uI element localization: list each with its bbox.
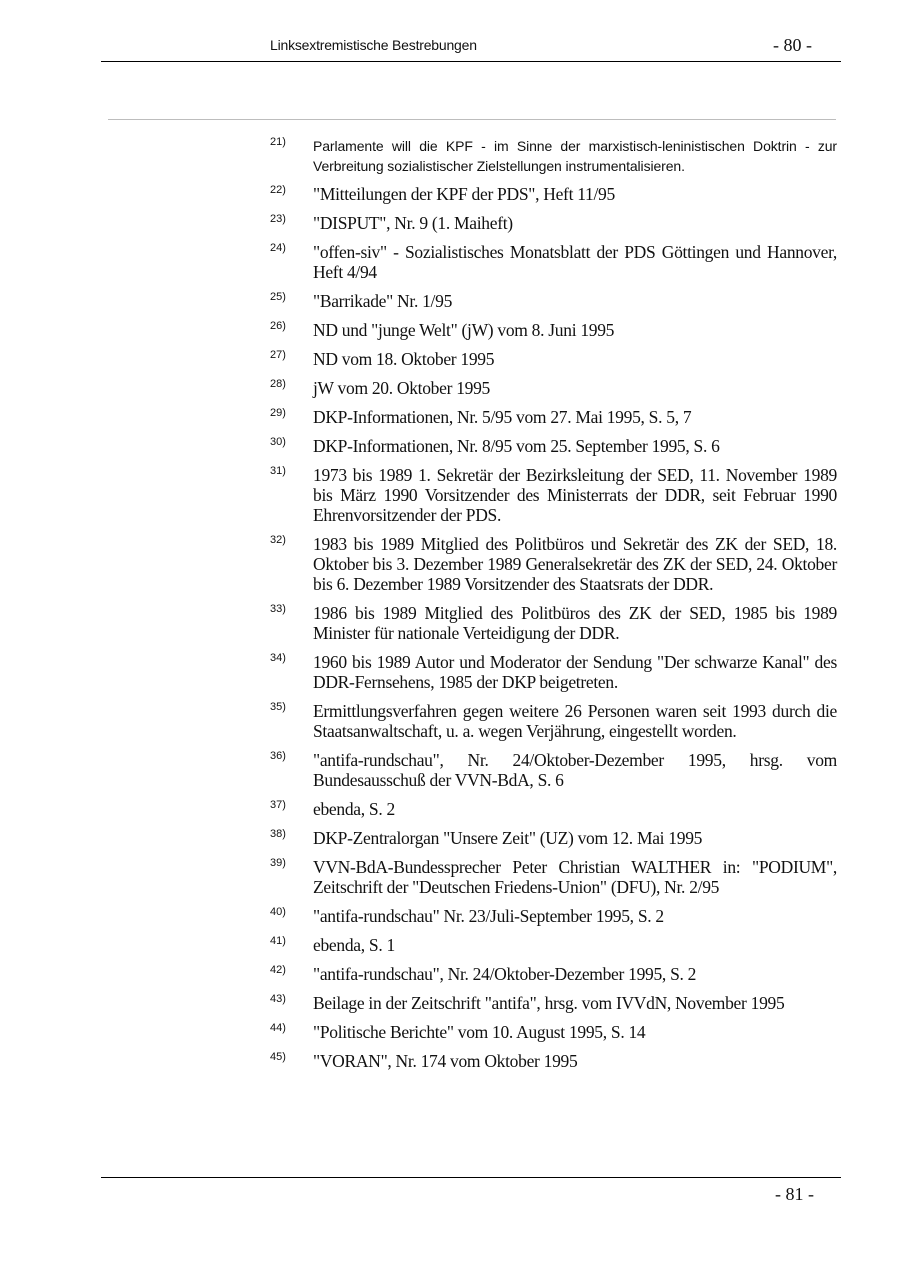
footnote-text: DKP-Informationen, Nr. 5/95 vom 27. Mai 1995, S. 5, 7 — [313, 407, 692, 427]
footnote — [270, 349, 837, 369]
footnote — [270, 603, 837, 643]
footnote — [270, 291, 837, 311]
footnote-text: DKP-Zentralorgan "Unsere Zeit" (UZ) vom 12. Mai 1995 — [313, 828, 703, 848]
footnote-text: 1973 bis 1989 1. Sekretär der Bezirksleitung der SED, 11. November 1989 bis März 1990 Vorsitzender des Ministerrats der DDR, seit Februar 1990 Ehrenvorsitzender der PDS. — [313, 465, 837, 525]
footnote-number: 30) — [270, 436, 286, 448]
footnote-text: Parlamente will die KPF - im Sinne der marxistisch-leninistischen Doktrin - zur Verbreitung sozialistischer Zielstellungen instrumentalisieren. — [313, 138, 837, 174]
footnote-text: ND vom 18. Oktober 1995 — [313, 349, 495, 369]
footnote — [270, 1022, 837, 1042]
footnote — [270, 136, 837, 176]
footnote-number: 35) — [270, 701, 286, 713]
footnote — [270, 935, 837, 955]
footnote-number: 32) — [270, 534, 286, 546]
footnote-text: "VORAN", Nr. 174 vom Oktober 1995 — [313, 1051, 578, 1071]
footnote-number: 37) — [270, 799, 286, 811]
footnote-text: Ermittlungsverfahren gegen weitere 26 Personen waren seit 1993 durch die Staatsanwaltschaft, u. a. wegen Verjährung, eingestellt worden. — [313, 701, 837, 741]
footnote — [270, 213, 837, 233]
footnote — [270, 750, 837, 790]
footnote-text: ebenda, S. 2 — [313, 799, 395, 819]
running-header-title: Linksextremistische Bestrebungen — [270, 37, 477, 53]
footnote-number: 27) — [270, 349, 286, 361]
footnote — [270, 407, 837, 427]
footnote-text: "antifa-rundschau", Nr. 24/Oktober-Dezember 1995, hrsg. vom Bundesausschuß der VVN-BdA, S. 6 — [313, 750, 837, 790]
footer-page-number: - 81 - — [775, 1184, 814, 1204]
footnote-number: 21) — [270, 136, 286, 148]
footnote-text: "offen-siv" - Sozialistisches Monatsblatt der PDS Göttingen und Hannover, Heft 4/94 — [313, 242, 837, 282]
footnote-text: "DISPUT", Nr. 9 (1. Maiheft) — [313, 213, 513, 233]
footnote — [270, 378, 837, 398]
footnotes-list — [270, 136, 837, 1071]
footnote-text: "Mitteilungen der KPF der PDS", Heft 11/95 — [313, 184, 615, 204]
footnote-number: 44) — [270, 1022, 286, 1034]
footnote-number: 23) — [270, 213, 286, 225]
footnote-number: 36) — [270, 750, 286, 762]
footnote-number: 25) — [270, 291, 286, 303]
footnote-text: ND und "junge Welt" (jW) vom 8. Juni 1995 — [313, 320, 615, 340]
footnote-text: ebenda, S. 1 — [313, 935, 395, 955]
footnote-number: 26) — [270, 320, 286, 332]
footnote-number: 28) — [270, 378, 286, 390]
footnote — [270, 964, 837, 984]
footnote — [270, 701, 837, 741]
footnote — [270, 799, 837, 819]
footnote-number: 39) — [270, 857, 286, 869]
footnote-text: VVN-BdA-Bundessprecher Peter Christian WALTHER in: "PODIUM", Zeitschrift der "Deutschen Friedens-Union" (DFU), Nr. 2/95 — [313, 857, 837, 897]
footnote-text: 1983 bis 1989 Mitglied des Politbüros und Sekretär des ZK der SED, 18. Oktober bis 3. Dezember 1989 Generalsekretär des ZK der SED, 24. Oktober bis 6. Dezember 1989 Vorsitzender des Staatsrats der DDR. — [313, 534, 837, 594]
footnote-text: Beilage in der Zeitschrift "antifa", hrsg. vom IVVdN, November 1995 — [313, 993, 785, 1013]
footnote — [270, 465, 837, 525]
footnote-text: "antifa-rundschau", Nr. 24/Oktober-Dezember 1995, S. 2 — [313, 964, 697, 984]
footnote-text: 1960 bis 1989 Autor und Moderator der Sendung "Der schwarze Kanal" des DDR-Fernsehens, 1985 der DKP beigetreten. — [313, 652, 837, 692]
footnote-number: 34) — [270, 652, 286, 664]
footnote — [270, 906, 837, 926]
header-page-number: - 80 - — [773, 35, 812, 55]
footer-rule — [101, 1177, 841, 1178]
footnote-number: 40) — [270, 906, 286, 918]
footnote-number: 33) — [270, 603, 286, 615]
footnote — [270, 993, 837, 1013]
footnote — [270, 652, 837, 692]
footnote-separator — [108, 119, 836, 120]
footnote — [270, 320, 837, 340]
footnote-number: 24) — [270, 242, 286, 254]
footnote — [270, 242, 837, 282]
footnote-number: 41) — [270, 935, 286, 947]
footnote — [270, 1051, 837, 1071]
footnote-number: 42) — [270, 964, 286, 976]
header-rule — [101, 61, 841, 62]
footnote — [270, 534, 837, 594]
footnote-number: 31) — [270, 465, 286, 477]
footnote-text: 1986 bis 1989 Mitglied des Politbüros des ZK der SED, 1985 bis 1989 Minister für nationale Verteidigung der DDR. — [313, 603, 837, 643]
footnote — [270, 828, 837, 848]
footnote-text: DKP-Informationen, Nr. 8/95 vom 25. September 1995, S. 6 — [313, 436, 720, 456]
footnote — [270, 184, 837, 204]
footnote-number: 22) — [270, 184, 286, 196]
footnote-text: "Politische Berichte" vom 10. August 1995, S. 14 — [313, 1022, 646, 1042]
footnote-number: 45) — [270, 1051, 286, 1063]
footnote-text: jW vom 20. Oktober 1995 — [313, 378, 490, 398]
footnote-number: 43) — [270, 993, 286, 1005]
footnote-text: "Barrikade" Nr. 1/95 — [313, 291, 453, 311]
footnote — [270, 436, 837, 456]
footnote-number: 29) — [270, 407, 286, 419]
footnote — [270, 857, 837, 897]
footnote-text: "antifa-rundschau" Nr. 23/Juli-September 1995, S. 2 — [313, 906, 664, 926]
footnote-number: 38) — [270, 828, 286, 840]
